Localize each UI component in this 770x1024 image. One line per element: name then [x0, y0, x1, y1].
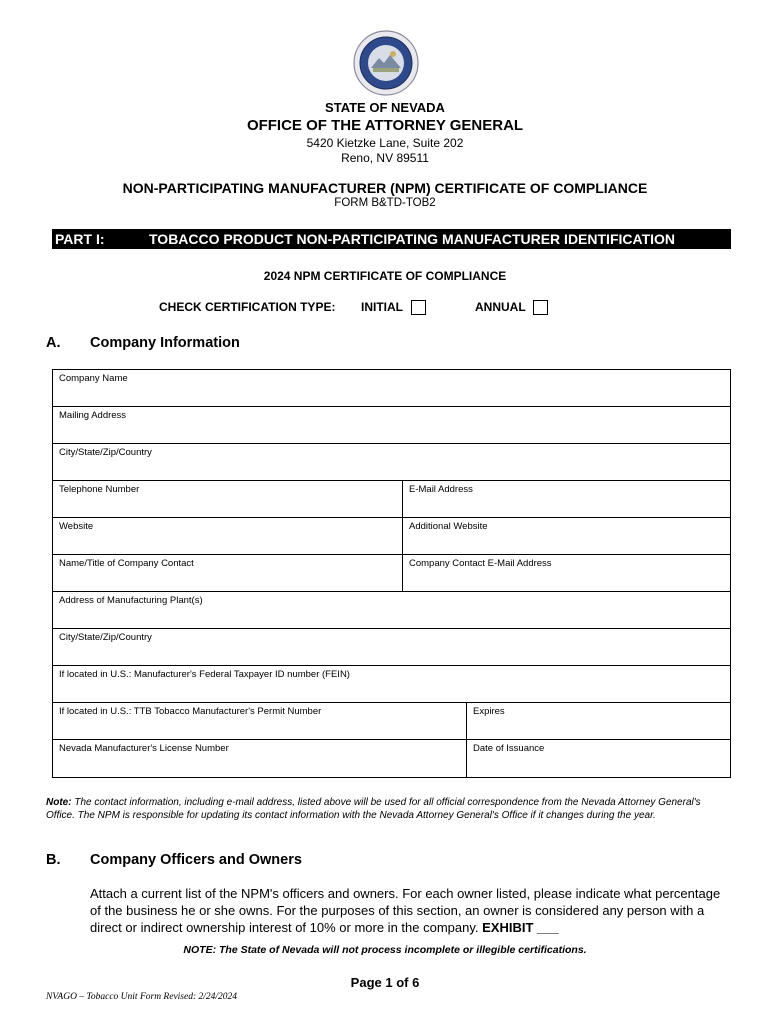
section-b-title: Company Officers and Owners — [90, 852, 302, 868]
city-state-zip-row — [53, 444, 730, 481]
contact-row — [53, 555, 730, 592]
plant-city-state-zip-row — [53, 629, 730, 666]
exhibit-label: EXHIBIT ___ — [482, 920, 559, 935]
contact-name-label: Name/Title of Company Contact — [59, 558, 194, 569]
email-field[interactable] — [402, 481, 730, 517]
note-label: Note: — [46, 797, 72, 808]
section-b-body — [90, 885, 730, 936]
issuance-date-field[interactable] — [466, 740, 730, 777]
nv-license-field[interactable] — [53, 740, 466, 777]
contact-name-field[interactable] — [53, 555, 402, 591]
address-line-2: Reno, NV 89511 — [341, 151, 429, 165]
note-text: The contact information, including e-mail address, listed above will be used for all official correspondence from the Nevada Attorney General's Office. The NPM is responsible for updating its contact information with the Nevada Attorney General's Office if it changes during the year. — [46, 797, 701, 821]
certification-type-label: CHECK CERTIFICATION TYPE: — [159, 300, 336, 314]
telephone-field[interactable] — [53, 481, 402, 517]
expires-field[interactable] — [466, 703, 730, 739]
fein-field[interactable] — [53, 666, 730, 702]
ttb-permit-field[interactable] — [53, 703, 466, 739]
initial-label: INITIAL — [361, 300, 403, 314]
company-name-label: Company Name — [59, 373, 128, 384]
office-heading: OFFICE OF THE ATTORNEY GENERAL — [246, 117, 524, 134]
state-heading: STATE OF NEVADA — [325, 100, 445, 115]
website-field[interactable] — [53, 518, 402, 554]
ttb-permit-row — [53, 703, 730, 740]
additional-website-field[interactable] — [402, 518, 730, 554]
annual-label: ANNUAL — [475, 300, 526, 314]
section-b-letter: B. — [46, 852, 61, 868]
ttb-permit-label: If located in U.S.: TTB Tobacco Manufacturer's Permit Number — [59, 706, 322, 717]
mailing-address-label: Mailing Address — [59, 410, 127, 421]
section-a-letter: A. — [46, 335, 61, 351]
issuance-date-label: Date of Issuance — [473, 743, 545, 754]
office-address — [0, 136, 770, 166]
initial-checkbox[interactable] — [411, 300, 426, 315]
city-state-zip-label: City/State/Zip/Country — [59, 447, 152, 458]
address-line-1: 5420 Kietzke Lane, Suite 202 — [306, 136, 464, 150]
plant-address-row — [53, 592, 730, 629]
company-name-row — [53, 370, 730, 407]
part-i-heading — [52, 229, 731, 249]
email-label: E-Mail Address — [409, 484, 473, 495]
part-title: TOBACCO PRODUCT NON-PARTICIPATING MANUFACTURER IDENTIFICATION — [149, 231, 676, 247]
certificate-title: NON-PARTICIPATING MANUFACTURER (NPM) CERTIFICATE OF COMPLIANCE — [122, 180, 648, 196]
form-number: FORM B&TD-TOB2 — [334, 197, 436, 209]
city-state-zip-field[interactable] — [53, 444, 730, 480]
section-a-title: Company Information — [90, 335, 240, 351]
company-name-field[interactable] — [53, 370, 730, 406]
mailing-address-row — [53, 407, 730, 444]
fein-row — [53, 666, 730, 703]
expires-label: Expires — [473, 706, 505, 717]
fein-label: If located in U.S.: Manufacturer's Federal Taxpayer ID number (FEIN) — [59, 669, 350, 680]
telephone-email-row — [53, 481, 730, 518]
additional-website-label: Additional Website — [409, 521, 488, 532]
mailing-address-field[interactable] — [53, 407, 730, 443]
contact-email-label: Company Contact E-Mail Address — [409, 558, 552, 569]
website-row — [53, 518, 730, 555]
certificate-year-heading: 2024 NPM CERTIFICATE OF COMPLIANCE — [263, 269, 507, 283]
section-b-text: Attach a current list of the NPM's officers and owners. For each owner listed, please indicate what percentage of the business he or she owns. For the purposes of this section, an owner is considered any person with a direct or indirect ownership interest of 10% or more in the company. — [90, 886, 721, 935]
nv-license-row — [53, 740, 730, 777]
nv-license-label: Nevada Manufacturer's License Number — [59, 743, 229, 754]
page-number: Page 1 of 6 — [350, 975, 420, 990]
nevada-state-seal-icon — [353, 30, 419, 96]
company-information-form — [52, 369, 731, 778]
website-label: Website — [59, 521, 94, 532]
telephone-label: Telephone Number — [59, 484, 140, 495]
plant-city-state-zip-label: City/State/Zip/Country — [59, 632, 152, 643]
part-label: PART I: — [55, 231, 105, 247]
plant-address-field[interactable] — [53, 592, 730, 628]
annual-checkbox[interactable] — [533, 300, 548, 315]
contact-email-field[interactable] — [402, 555, 730, 591]
plant-city-state-zip-field[interactable] — [53, 629, 730, 665]
incomplete-certification-note: NOTE: The State of Nevada will not process incomplete or illegible certifications. — [183, 944, 587, 956]
form-revision-footer: NVAGO – Tobacco Unit Form Revised: 2/24/2024 — [46, 992, 238, 1002]
plant-address-label: Address of Manufacturing Plant(s) — [59, 595, 203, 606]
contact-info-note — [46, 796, 726, 822]
